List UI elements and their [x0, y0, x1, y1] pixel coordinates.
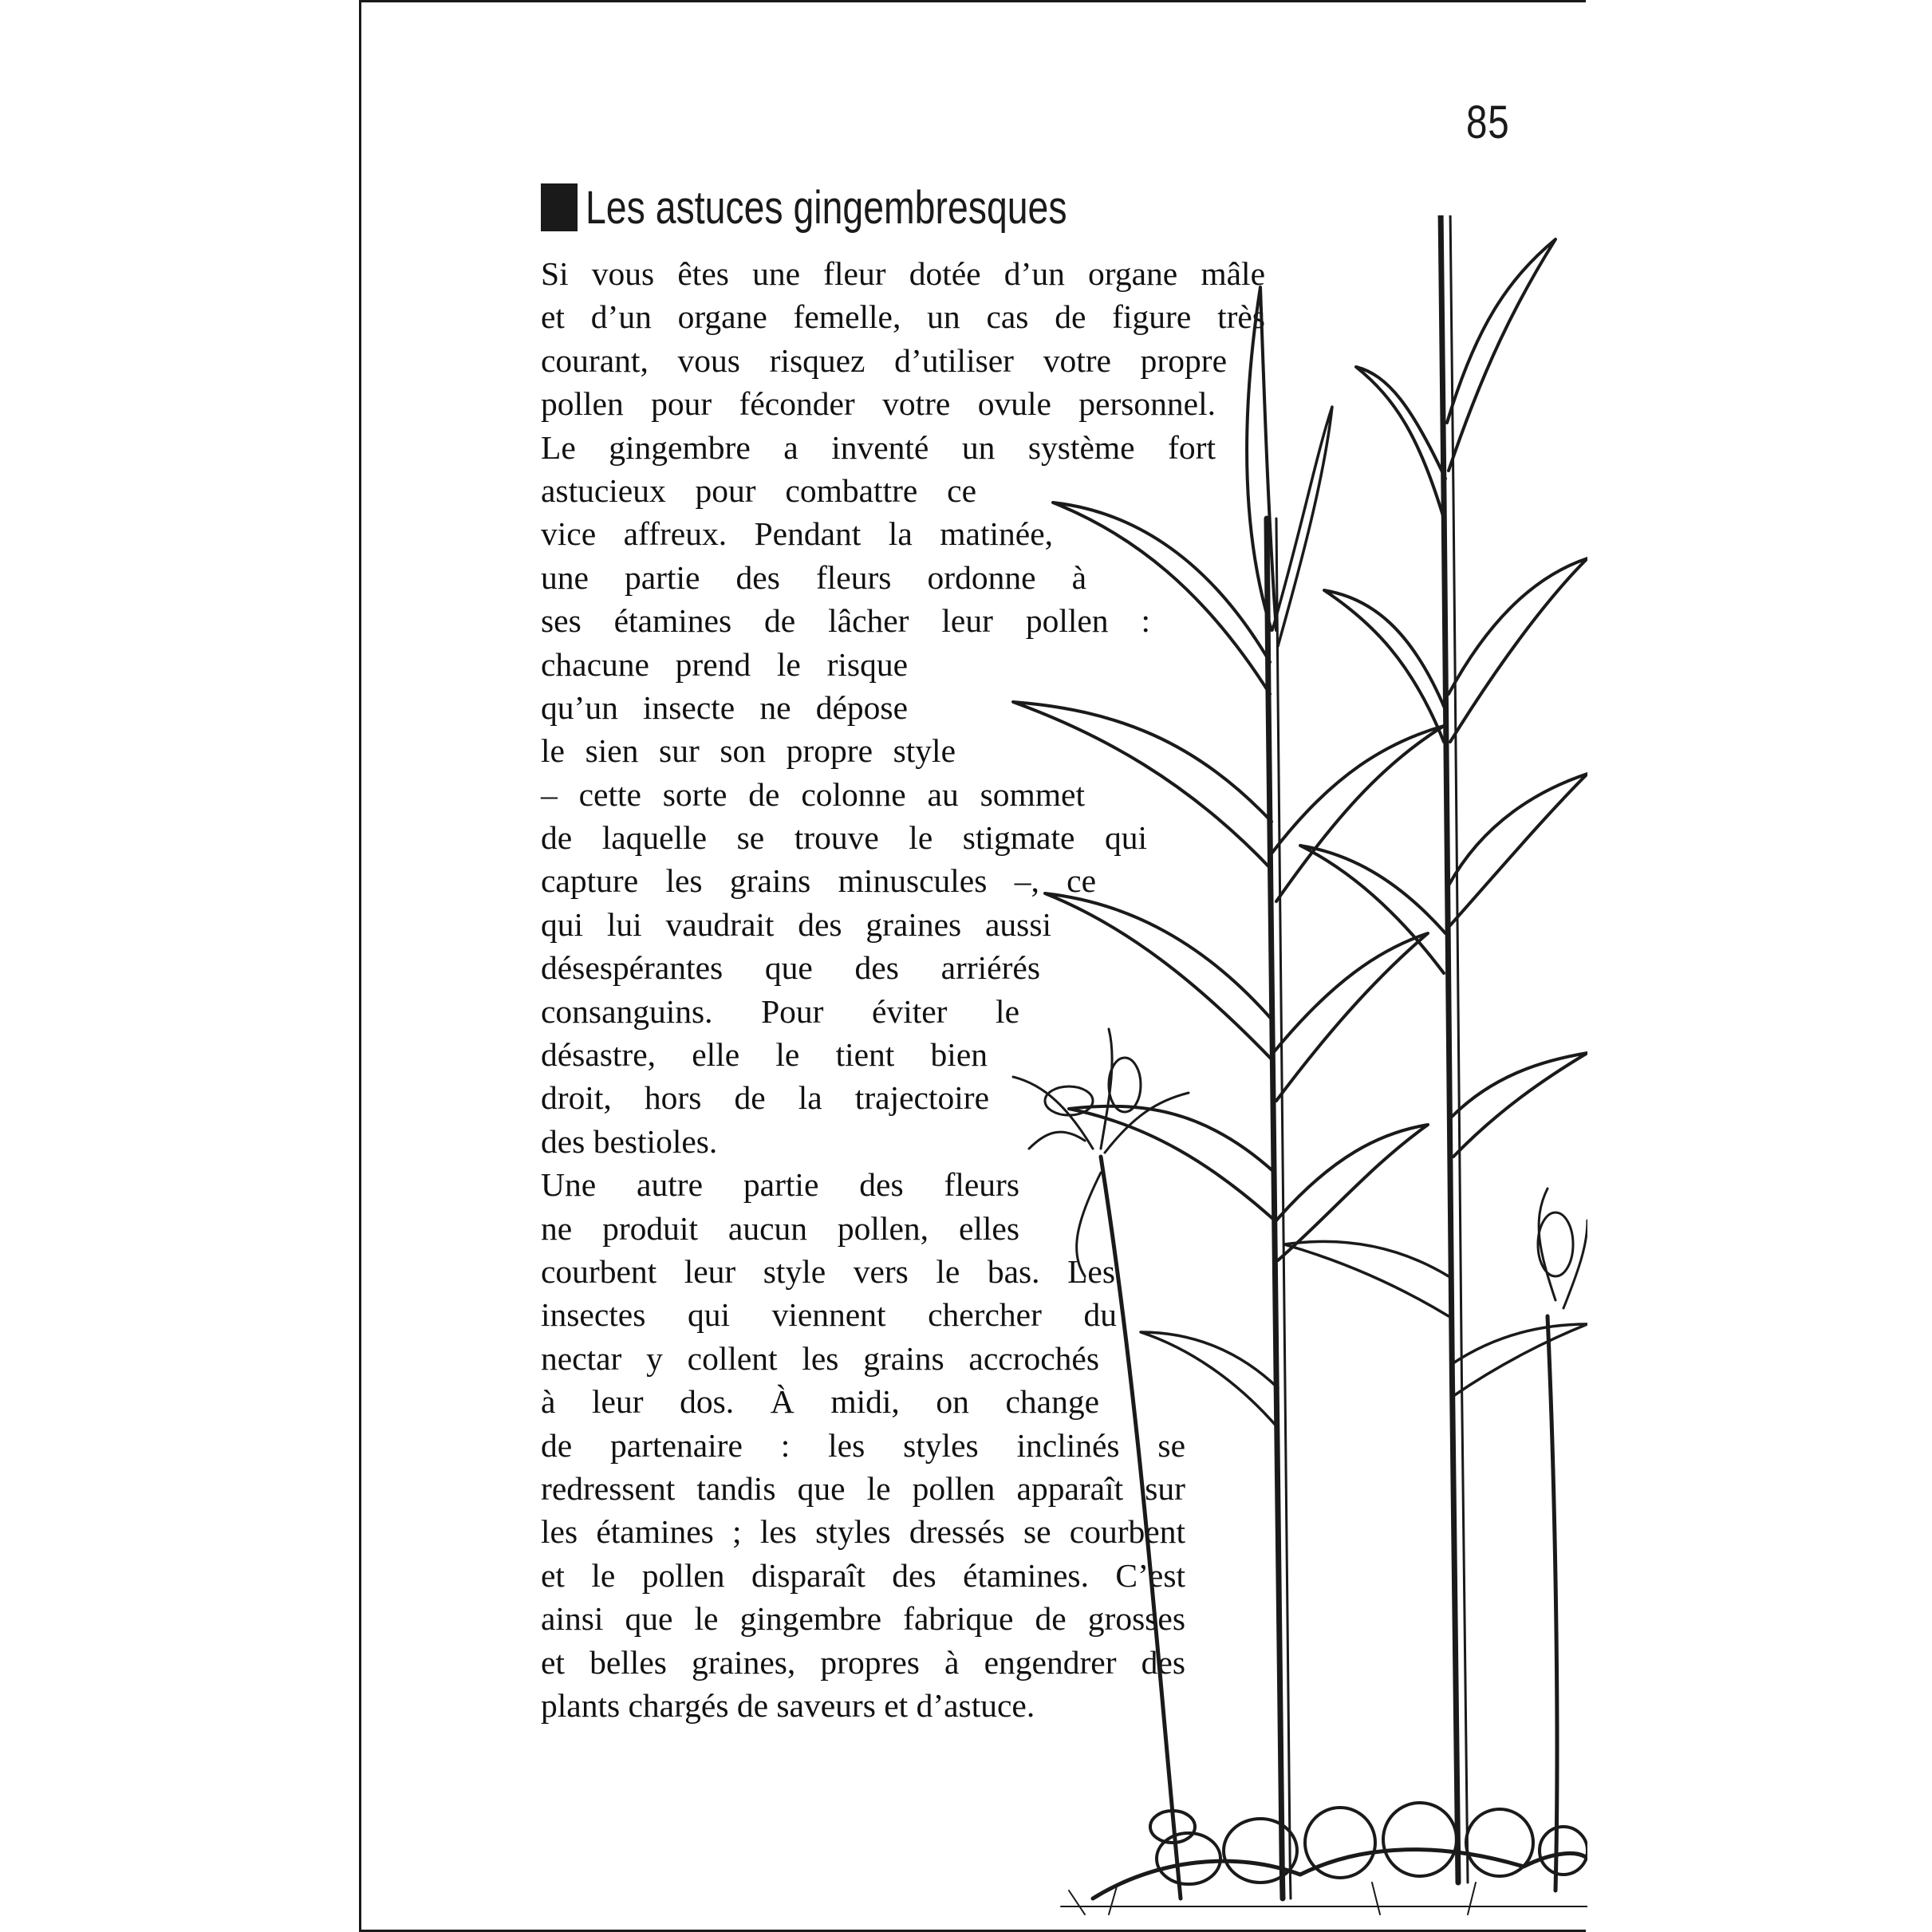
- text-line: – cette sorte de colonne au sommet: [541, 775, 1085, 813]
- text-line: pollen pour féconder votre ovule personnel.: [541, 385, 1216, 423]
- text-line: droit, hors de la trajectoire: [541, 1079, 989, 1117]
- text-line: Si vous êtes une fleur dotée d’un organe mâle: [541, 255, 1265, 292]
- text-line: désastre, elle le tient bien: [541, 1036, 988, 1074]
- text-line: de partenaire : les styles inclinés se: [541, 1426, 1185, 1464]
- text-line: une partie des fleurs ordonne à: [541, 558, 1086, 596]
- text-line: le sien sur son propre style: [541, 732, 956, 770]
- ginger-plant-drawing: [997, 215, 1587, 1922]
- text-line: à leur dos. À midi, on change: [541, 1383, 1099, 1421]
- text-line: Le gingembre a inventé un système fort: [541, 428, 1216, 466]
- page-border-top: [359, 0, 1586, 2]
- ginger-plant-illustration: [997, 215, 1587, 1922]
- text-line: courant, vous risquez d’utiliser votre propre: [541, 341, 1227, 379]
- text-line: ses étamines de lâcher leur pollen :: [541, 602, 1150, 640]
- text-line: chacune prend le risque: [541, 645, 908, 683]
- text-line: ainsi que le gingembre fabrique de grosses: [541, 1600, 1185, 1638]
- text-line: redressent tandis que le pollen apparaît sur: [541, 1469, 1185, 1507]
- text-line: ne produit aucun pollen, elles: [541, 1209, 1019, 1247]
- text-line: désespérantes que des arriérés: [541, 949, 1040, 987]
- text-line: et le pollen disparaît des étamines. C’est: [541, 1556, 1185, 1594]
- text-line: qu’un insecte ne dépose: [541, 688, 908, 726]
- text-line: les étamines ; les styles dressés se courbent: [541, 1513, 1185, 1551]
- text-line: Une autre partie des fleurs: [541, 1166, 1019, 1204]
- text-line: de laquelle se trouve le stigmate qui: [541, 819, 1147, 857]
- text-line: insectes qui viennent chercher du: [541, 1296, 1117, 1334]
- page-number: 85: [1466, 97, 1510, 148]
- text-line: et d’un organe femelle, un cas de figure très: [541, 298, 1265, 336]
- text-line: et belles graines, propres à engendrer des: [541, 1643, 1185, 1681]
- heading-text: Les astuces gingembresques: [586, 181, 1067, 234]
- text-line: qui lui vaudrait des graines aussi: [541, 905, 1051, 943]
- text-line: des bestioles.: [541, 1122, 718, 1160]
- text-line: nectar y collent les grains accrochés: [541, 1339, 1099, 1377]
- text-line: plants chargés de saveurs et d’astuce.: [541, 1686, 1035, 1724]
- heading-bullet-square: [541, 183, 578, 231]
- text-line: consanguins. Pour éviter le: [541, 992, 1019, 1030]
- text-line: vice affreux. Pendant la matinée,: [541, 515, 1053, 553]
- text-line: courbent leur style vers le bas. Les: [541, 1252, 1115, 1290]
- text-line: capture les grains minuscules –, ce: [541, 862, 1096, 900]
- text-line: astucieux pour combattre ce: [541, 471, 976, 509]
- page-border-left: [359, 0, 361, 1932]
